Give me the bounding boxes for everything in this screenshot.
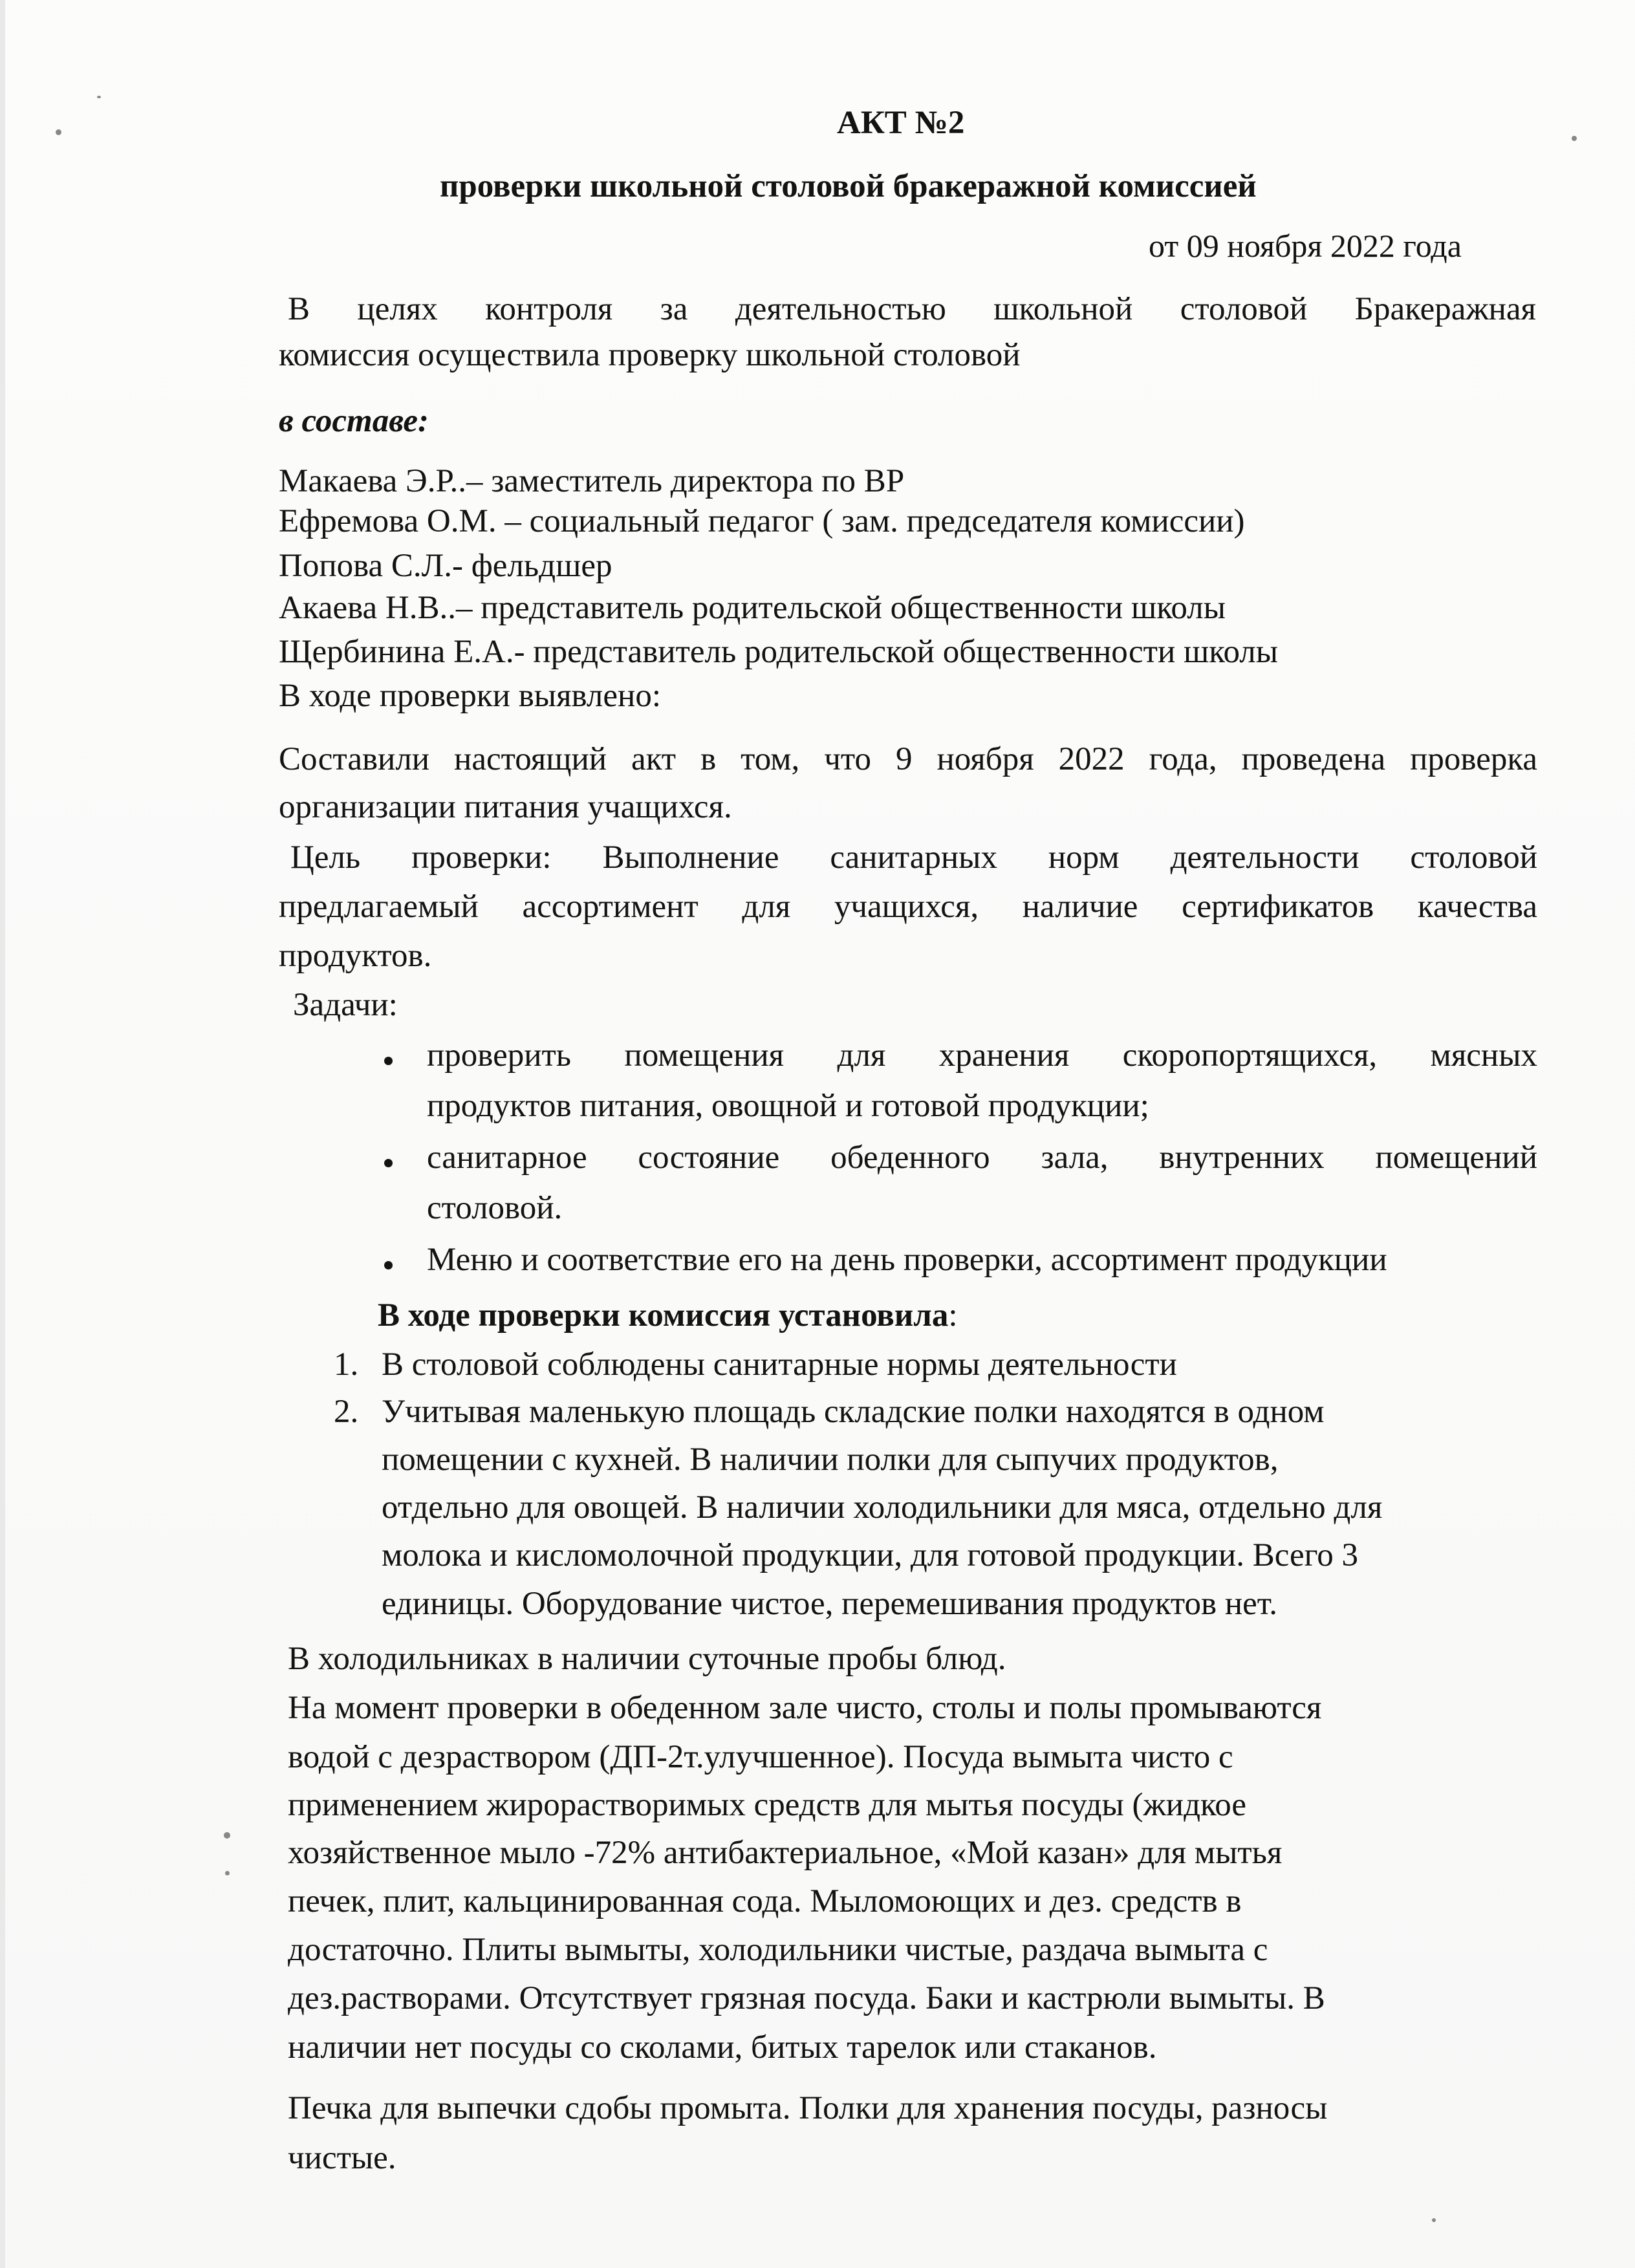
task-item: продуктов питания, овощной и готовой продукции; — [427, 1088, 1149, 1124]
established-colon: : — [948, 1297, 958, 1334]
body-line: чистые. — [288, 2140, 396, 2176]
body-line: наличии нет посуды со сколами, битых тарелок или стаканов. — [288, 2029, 1157, 2066]
bullet-marker — [384, 1057, 393, 1065]
finding-line: единицы. Оборудование чистое, перемешивания продуктов нет. — [382, 1586, 1277, 1622]
scan-speck — [224, 1832, 230, 1839]
tasks-label: Задачи: — [293, 987, 398, 1023]
body-line: хозяйственное мыло -72% антибактериальное, «Мой казан» для мытья — [288, 1835, 1283, 1871]
found-label: В ходе проверки выявлено: — [279, 678, 661, 714]
member-item: Акаева Н.В..– представитель родительской общественности школы — [279, 590, 1226, 626]
finding-line: помещении с кухней. В наличии полки для сыпучих продуктов, — [382, 1442, 1279, 1478]
document-date: от 09 ноября 2022 года — [1149, 228, 1462, 264]
member-item: Попова С.Л.- фельдшер — [279, 548, 612, 584]
intro-line: комиссия осуществила проверку школьной столовой — [279, 337, 1021, 373]
body-line: На момент проверки в обеденном зале чисто, столы и полы промываются — [288, 1690, 1322, 1726]
task-item: санитарное состояние обеденного зала, внутренних помещений — [427, 1139, 1537, 1176]
finding-number: 2. — [334, 1394, 359, 1430]
finding-line: молока и кисломолочной продукции, для готовой продукции. Всего 3 — [382, 1537, 1359, 1573]
body-line: применением жирорастворимых средств для мытья посуды (жидкое — [288, 1787, 1246, 1823]
body-line: печек, плит, кальцинированная сода. Мыломоющих и дез. средств в — [288, 1883, 1242, 1919]
document-title: АКТ №2 — [837, 105, 965, 141]
scan-speck — [1432, 2218, 1436, 2222]
finding-line: отдельно для овощей. В наличии холодильники для мяса, отдельно для — [382, 1489, 1383, 1526]
finding-number: 1. — [334, 1346, 359, 1383]
member-item: Щербинина Е.А.- представитель родительской общественности школы — [279, 634, 1279, 670]
body-line: достаточно. Плиты вымыты, холодильники чистые, раздача вымыта с — [288, 1932, 1268, 1968]
body-line: Печка для выпечки сдобы промыта. Полки для хранения посуды, разносы — [288, 2090, 1328, 2126]
goal-line: Цель проверки: Выполнение санитарных норм деятельности столовой — [290, 839, 1537, 876]
bullet-marker — [384, 1159, 393, 1167]
scan-speck — [1572, 136, 1577, 141]
goal-line: предлагаемый ассортимент для учащихся, наличие сертификатов качества — [279, 889, 1537, 925]
document-subtitle: проверки школьной столовой бракеражной комиссией — [440, 168, 1257, 204]
act-line: организации питания учащихся. — [279, 789, 732, 825]
body-line: В холодильниках в наличии суточные пробы блюд. — [288, 1641, 1006, 1677]
established-heading — [378, 1296, 958, 1335]
act-line: Составили настоящий акт в том, что 9 ноября 2022 года, проведена проверка — [279, 741, 1537, 777]
scan-edge — [0, 0, 5, 2268]
goal-line: продуктов. — [279, 938, 432, 974]
task-item: Меню и соответствие его на день проверки, ассортимент продукции — [427, 1242, 1387, 1278]
composition-label: в составе: — [279, 403, 429, 439]
finding-line: Учитывая маленькую площадь складские полки находятся в одном — [382, 1394, 1325, 1430]
task-item: столовой. — [427, 1190, 563, 1226]
body-line: водой с дезраствором (ДП-2т.улучшенное). Посуда вымыта чисто с — [288, 1739, 1233, 1775]
scan-speck — [225, 1871, 230, 1875]
finding-line: В столовой соблюдены санитарные нормы деятельности — [382, 1346, 1177, 1383]
scan-speck — [97, 96, 101, 98]
scan-speck — [56, 129, 61, 135]
bullet-marker — [384, 1261, 393, 1269]
established-label: В ходе проверки комиссия установила — [378, 1297, 949, 1334]
task-item: проверить помещения для хранения скоропортящихся, мясных — [427, 1037, 1537, 1074]
member-item: Макаева Э.Р..– заместитель директора по ВР — [279, 463, 905, 499]
intro-line: В целях контроля за деятельностью школьной столовой Бракеражная — [288, 291, 1536, 327]
body-line: дез.растворами. Отсутствует грязная посуда. Баки и кастрюли вымыты. В — [288, 1980, 1325, 2016]
member-item: Ефремова О.М. – социальный педагог ( зам. председателя комиссии) — [279, 503, 1245, 539]
